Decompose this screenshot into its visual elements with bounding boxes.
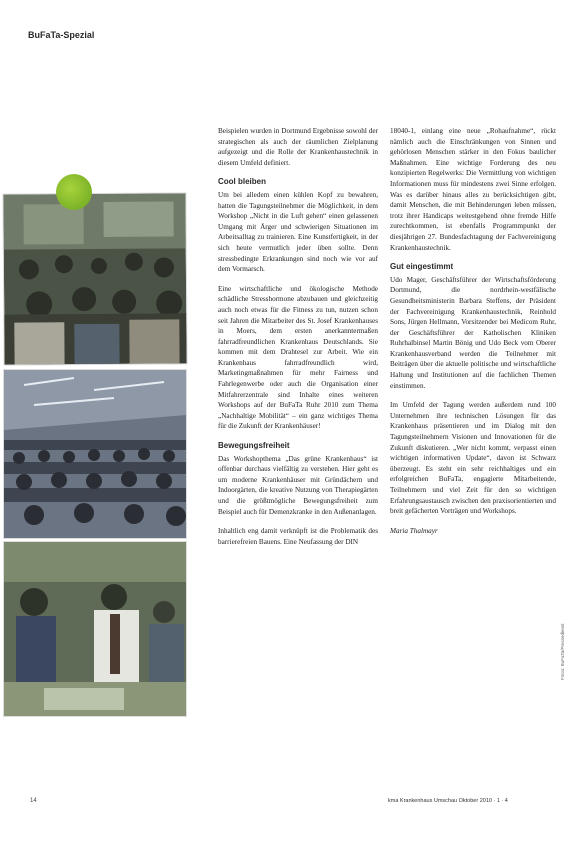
green-badge xyxy=(56,174,92,210)
photo-credit: Fotos: BuFaTa/Pressedienst xyxy=(560,623,565,680)
paragraph: Inhaltlich eng damit verknüpft ist die Problematik des barrierefreien Bauens. Eine Neufassung der DIN xyxy=(218,527,378,546)
paragraph: Das Workshopthema „Das grüne Krankenhaus“ ist offenbar durchaus vielfältig zu verstehen. Hier geht es um moderne Krankenhäuser mit Gründächern und Indoorgärten, die kreative Nutzung von Therapiegärten und die größtmögliche Bewegungsfreiheit zum Beispiel auch für Demenzkranke in den Außenanlagen. xyxy=(218,454,378,516)
paragraph: Um bei alledem einen kühlen Kopf zu bewahren, hatten die Tagungsteilnehmer die Möglichkeit, in dem Workshop „Nicht in die Luft gehen“ einen gelassenen Umgang mit Ärger und schwierigen Situationen im Arbeitsalltag zu trainieren. Eine Kunstfertigkeit, in der sich heute vermutlich jeder üben sollte. Denn stressbedingte Erkrankungen sind noch wie vor auf dem Vormarsch. xyxy=(218,190,378,274)
paragraph: Beispielen wurden in Dortmund Ergebnisse sowohl der strategischen als auch der räumlichen Zielplanung aufgezeigt und die Rolle der Krankenhaustechnik in diesem Umfeld definiert. xyxy=(218,127,378,167)
conference-audience-photo xyxy=(3,193,186,364)
page-number: 14 xyxy=(30,798,37,804)
subheading: Bewegungsfreiheit xyxy=(218,441,290,451)
photo-strip xyxy=(4,172,186,718)
text-column-1 xyxy=(218,126,378,556)
paragraph: 18040-1, einlang eine neue „Rohaufnahme“, rückt nämlich auch die Einschränkungen von Sinnen und gehörlosen Menschen stärker in den Fokus baulicher Maßnahmen. Eine wichtige Forderung des neu konzipierten Regelwerks: Die Vermittlung von wichtigen Informationen muss für mindestens zwei Sinne erfolgen. Was es darüber hinaus alles zu berücksichtigen gibt, damit Menschen, die mit Behinderungen leben müssen, trotz ihrer Handicaps weitestgehend ohne fremde Hilfe zurechtkommen, ist ebenfalls Programmpunkt der diesjährigen 27. Bundesfachtagung der Fachvereinigung Krankenhaustechnik. xyxy=(390,127,556,252)
publication-footer: kma Krankenhaus Umschau Oktober 2010 · 1 · 4 xyxy=(388,798,508,804)
text-column-2 xyxy=(390,126,556,545)
paragraph: Im Umfeld der Tagung werden außerdem rund 100 Unternehmen ihre technischen Lösungen für das Krankenhaus präsentieren und im Dialog mit den Tagungsteilnehmern Visionen und Innovationen für die Zukunft diskutieren. „Wer nicht kommt, verpasst einen wichtigen informativen Update“, davon ist Schwarz überzeugt. Es steht ein sehr reichhaltiges und ein erfolgreichen BuFaTa, engagierte Mitarbeitende, Teilnehmern und viel Zeit für den so wichtigen Erfahrungsaustausch zwischen den praxisorientierten und breit gefächerten Vorträgen und Workshops. xyxy=(390,401,556,516)
section-label: BuFaTa-Spezial xyxy=(28,30,95,40)
paragraph: Eine wirtschaftliche und ökologische Methode schädliche Stresshormone abzubauen und gleichzeitig auch noch etwas für die Fitness zu tun, nutzen schon seit Jahren die Mitarbeiter des St. Josef Krankenhauses in Moers, dem ersten anerkanntermaßen fahrradfreundlichen Krankenhaus Deutschlands. Sie kommen mit dem Drahtesel zur Arbeit. Wie ein Krankenhaus fahrradfreundlich wird, Marketingmaßnahmen für mehr Fairness und Fahrlegenwerbe oder auch die Organisation einer Mitfahrerzentrale sind Inhalte eines weiteren Workshops auf der BuFaTa Ruhr 2010 zum Thema „Nachhaltige Mobilität“ – ein ganz wichtiges Thema für die Zukunft der Krankenhäuser! xyxy=(218,284,378,431)
lecture-hall-photo xyxy=(4,370,186,538)
subheading: Cool bleiben xyxy=(218,177,266,187)
author-name: Maria Thalmayr xyxy=(390,526,438,535)
workshop-participants-photo xyxy=(4,542,186,716)
paragraph: Udo Mager, Geschäftsführer der Wirtschaftsförderung Dortmund, die nordrhein-westfälische Gesundheitsministerin Barbara Steffens, der Präsident der Fachvereinigung Krankenhaustechnik, Reinhold Sons, Jürgen Hellmann, Vorsitzender bei Medicom Ruhr, der Geschäftsführer der Katholischen Kliniken Ruhrhalbinsel Martin Bönig und Udo Beck vom Oberer Krankenhausverband werden die Teilnehmer mit Beiträgen über die aktuelle politische und wirtschaftliche Haltung und Institutionen auf die fachlichen Themen einstimmen. xyxy=(390,275,556,390)
subheading: Gut eingestimmt xyxy=(390,262,454,272)
